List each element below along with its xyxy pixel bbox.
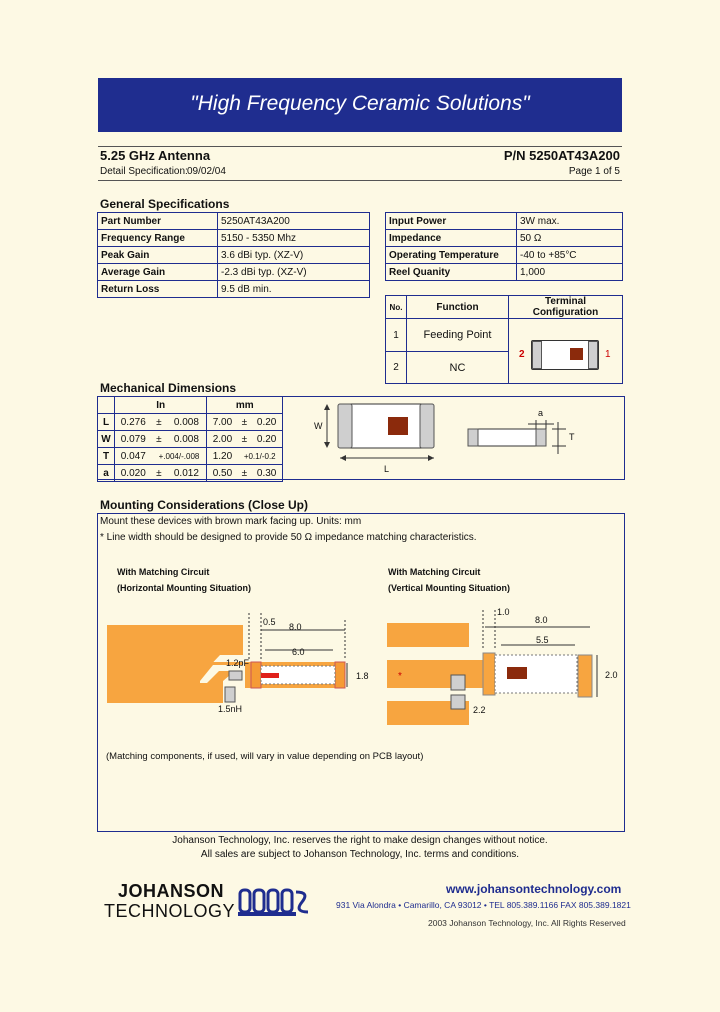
terminal-table <box>385 295 623 384</box>
terminal-row-no: 2 <box>386 352 407 384</box>
pad-left <box>483 653 495 695</box>
chip-body <box>531 340 599 370</box>
h-dim-18: 1.8 <box>356 671 369 681</box>
h-title1: With Matching Circuit <box>117 567 210 577</box>
mounting-line2: * Line width should be designed to provide 50 Ω impedance matching characteristics. <box>100 532 477 543</box>
shunt-component <box>451 675 465 690</box>
v-dim-55: 5.5 <box>536 635 549 645</box>
header-rule-bottom <box>98 180 622 181</box>
v-dim-80: 8.0 <box>535 615 548 625</box>
h-dim-60: 6.0 <box>292 647 305 657</box>
pad-left <box>251 662 261 688</box>
general-title: General Specifications <box>100 197 230 211</box>
v-star: * <box>398 671 402 682</box>
chip-mark <box>261 673 279 678</box>
logo-mark-icon <box>236 884 314 920</box>
h-dim-80: 8.0 <box>289 622 302 632</box>
footer-address: 931 Via Alondra • Camarillo, CA 93012 • TEL 805.389.1166 FAX 805.389.1821 <box>336 900 631 910</box>
spec-key: Frequency Range <box>98 230 218 247</box>
mech-in-tol: +.004/-.008 <box>152 448 207 465</box>
mech-in: 0.079 <box>115 431 152 448</box>
spec-key: Return Loss <box>98 281 218 298</box>
mech-mm-val: 0.30 <box>251 465 282 482</box>
dim-arrow <box>324 442 330 448</box>
mech-key: L <box>98 414 115 431</box>
mech-key: W <box>98 431 115 448</box>
spec-key: Input Power <box>386 213 517 230</box>
mech-mm-tol: ± <box>237 431 251 448</box>
chip-top-terminal <box>420 404 434 448</box>
mech-in-tol: ± <box>152 431 167 448</box>
chip-side-terminal <box>468 429 478 446</box>
mounting-line1: Mount these devices with brown mark facing up. Units: mm <box>100 516 362 527</box>
detail-label: Detail Specification: <box>100 166 188 177</box>
terminal-label-2: 2 <box>519 349 525 360</box>
cap-component <box>229 671 242 680</box>
spec-key: Average Gain <box>98 264 218 281</box>
mech-header-mm: mm <box>207 397 283 414</box>
spec-key: Peak Gain <box>98 247 218 264</box>
h-title2: (Horizontal Mounting Situation) <box>117 583 251 593</box>
banner-title: "High Frequency Ceramic Solutions" <box>98 78 622 132</box>
mechanical-title: Mechanical Dimensions <box>100 381 237 395</box>
h-cap-label: 1.2pF <box>226 658 250 668</box>
dim-arrow <box>340 455 346 461</box>
mech-in: 0.276 <box>115 414 152 431</box>
terminal-row-function: NC <box>407 352 509 384</box>
inductor-component <box>225 687 235 702</box>
mech-in: 0.020 <box>115 465 152 482</box>
logo-technology: TECHNOLOGY <box>104 901 236 921</box>
product-title: 5.25 GHz Antenna <box>100 148 211 163</box>
header-rule <box>98 146 622 147</box>
spec-value: -40 to +85°C <box>517 247 623 264</box>
chip-side-view <box>468 429 546 446</box>
mech-key: a <box>98 465 115 482</box>
mech-in-tol: ± <box>152 414 167 431</box>
mech-header-in: In <box>115 397 207 414</box>
chip-side-terminal <box>536 429 546 446</box>
vertical-mounting-drawing <box>385 605 620 730</box>
footer-copyright: 2003 Johanson Technology, Inc. All Rights Reserved <box>428 918 626 928</box>
v-title2: (Vertical Mounting Situation) <box>388 583 510 593</box>
dim-arrow <box>324 404 330 410</box>
mech-mm: 0.50 <box>207 465 238 482</box>
spec-value: 50 Ω <box>517 230 623 247</box>
feed-line <box>387 660 487 688</box>
spec-value: 1,000 <box>517 264 623 281</box>
chip-mark <box>507 667 527 679</box>
spec-key: Operating Temperature <box>386 247 517 264</box>
mounting-title: Mounting Considerations (Close Up) <box>100 498 308 512</box>
part-number-heading: P/N 5250AT43A200 <box>503 148 620 163</box>
ground-plane-top <box>387 623 469 647</box>
terminal-header-config: Terminal Configuration <box>509 296 623 319</box>
terminal-row-function: Feeding Point <box>407 319 509 352</box>
pad-right <box>578 655 592 697</box>
h-dim-05: 0.5 <box>263 617 276 627</box>
label-t: T <box>569 432 575 442</box>
general-spec-table-left <box>97 212 370 298</box>
chip-terminal-left <box>532 341 542 369</box>
spec-key: Impedance <box>386 230 517 247</box>
terminal-header-no: No. <box>386 296 407 319</box>
label-a: a <box>538 408 544 418</box>
mech-mm-val: 0.20 <box>251 414 282 431</box>
v-dim-10: 1.0 <box>497 607 510 617</box>
mech-key: T <box>98 448 115 465</box>
label-l: L <box>384 464 390 474</box>
spec-value: 3W max. <box>517 213 623 230</box>
chip-mark <box>570 348 583 360</box>
mech-mm-tol: ± <box>237 465 251 482</box>
dim-arrow <box>428 455 434 461</box>
mech-mm-val: 0.20 <box>251 431 282 448</box>
chip-terminal-right <box>588 341 598 369</box>
mechanical-table <box>97 396 283 482</box>
series-component <box>451 695 465 709</box>
mech-in-tol: ± <box>152 465 167 482</box>
h-ind-label: 1.5nH <box>218 704 243 714</box>
v-dim-20: 2.0 <box>605 670 618 680</box>
terminal-row-no: 1 <box>386 319 407 352</box>
spec-key: Reel Quanity <box>386 264 517 281</box>
v-dim-22: 2.2 <box>473 705 486 715</box>
mech-in-val: 0.008 <box>166 414 207 431</box>
mech-mm: 7.00 <box>207 414 238 431</box>
spec-value: 5250AT43A200 <box>218 213 370 230</box>
v-title1: With Matching Circuit <box>388 567 481 577</box>
mech-in: 0.047 <box>115 448 152 465</box>
chip-top-mark <box>388 417 408 435</box>
mounting-note: (Matching components, if used, will vary in value depending on PCB layout) <box>106 751 424 762</box>
terminal-label-1: 1 <box>605 349 611 360</box>
mech-mm-tol: ± <box>237 414 251 431</box>
pad-right <box>335 662 345 688</box>
footer-line1: Johanson Technology, Inc. reserves the right to make design changes without notice. <box>172 835 548 846</box>
label-w: W <box>314 421 323 431</box>
mech-mm: 1.20 <box>207 448 238 465</box>
general-spec-table-right <box>385 212 623 281</box>
spec-value: 3.6 dBi typ. (XZ-V) <box>218 247 370 264</box>
spec-value: -2.3 dBi typ. (XZ-V) <box>218 264 370 281</box>
chip-top-terminal <box>338 404 352 448</box>
mech-in-val: 0.008 <box>166 431 207 448</box>
terminal-header-function: Function <box>407 296 509 319</box>
footer-website[interactable]: www.johansontechnology.com <box>446 882 622 896</box>
terminal-config-cell <box>509 319 623 384</box>
spec-value: 9.5 dB min. <box>218 281 370 298</box>
logo-johanson: JOHANSON <box>118 881 225 901</box>
mech-in-val: 0.012 <box>166 465 207 482</box>
mech-mm: 2.00 <box>207 431 238 448</box>
detail-date: 09/02/04 <box>187 166 226 177</box>
spec-key: Part Number <box>98 213 218 230</box>
mech-mm-tol: +0.1/-0.2 <box>237 448 282 465</box>
footer-line2: All sales are subject to Johanson Technology, Inc. terms and conditions. <box>200 849 520 860</box>
ground-plane-top <box>107 625 243 673</box>
spec-value: 5150 - 5350 Mhz <box>218 230 370 247</box>
page-number: Page 1 of 5 <box>568 166 620 177</box>
mech-header-blank <box>98 397 115 414</box>
